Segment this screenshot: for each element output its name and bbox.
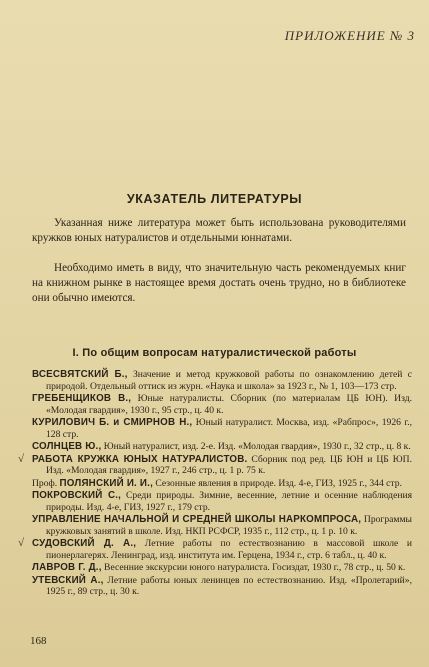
entry-author: ПОКРОВСКИЙ С.,: [32, 489, 122, 501]
entry-text: Среди природы. Зимние, весенние, летние и осенние наблюдения природы. Изд. 4-е, ГИЗ, 1927 г., 179 стр.: [46, 489, 413, 513]
bibliography-entry: [32, 562, 412, 574]
entry-author: КУРИЛОВИЧ Б. и СМИРНОВ Н.,: [32, 417, 193, 429]
pencil-check-mark-icon: √: [18, 537, 25, 550]
page-number: 168: [30, 635, 47, 647]
entry-text: Летние работы по естествознанию в массовой школе и пионерлагерях. Ленинград, изд. института им. Герцена, 1934 г., стр. 6 табл., ц. 40 к.: [46, 538, 412, 561]
bibliography-entry: [32, 417, 412, 441]
entry-author: СУДОВСКИЙ Д. А.,: [32, 538, 137, 550]
entry-text: Значение и метод кружковой работы по ознакомлению детей с природой. Отдельный оттиск из журн. «Наука и школа» за 1923 г., № 1, 103—173 стр.: [46, 369, 412, 392]
bibliography-entry: [32, 575, 412, 599]
entry-prefix: Проф.: [32, 477, 60, 489]
bibliography-entry: [32, 393, 412, 417]
bibliography-entry: [18, 452, 412, 478]
bibliography-entry: [32, 490, 412, 514]
entry-author: ПОЛЯНСКИЙ И. И.,: [59, 477, 153, 489]
bibliography-entry: [18, 537, 412, 562]
bibliography-entry: [32, 514, 412, 538]
entry-author: УТЕВСКИЙ А.,: [32, 574, 104, 586]
entry-text: Юный натуралист, изд. 2-е. Изд. «Молодая гвардия», 1930 г., 32 стр., ц. 8 к.: [101, 441, 411, 453]
entry-author: УПРАВЛЕНИЕ НАЧАЛЬНОЙ И СРЕДНЕЙ ШКОЛЫ НАРКОМПРОСА,: [32, 514, 362, 526]
entry-text: Юный натуралист. Москва, изд. «Рабпрос», 1926 г., 128 стр.: [46, 417, 412, 440]
section-title: УКАЗАТЕЛЬ ЛИТЕРАТУРЫ: [126, 192, 303, 206]
pencil-check-mark-icon: √: [18, 452, 25, 465]
entry-text: Сборник под ред. ЦБ ЮН и ЦБ ЮП. Изд. «Молодая гвардия», 1927 г., 246 стр., ц. 1 р. 75 к.: [46, 453, 412, 477]
subsection-title: I. По общим вопросам натуралистической работы: [72, 347, 357, 359]
intro-paragraph-2: Необходимо иметь в виду, что значительную часть рекомендуемых книг на книжном рынке в настоящее время достать очень трудно, но в библиотеке они обычно имеются.: [32, 262, 406, 304]
entry-text: Весенние экскурсии юного натуралиста. Госиздат, 1930 г., 78 стр., ц. 50 к.: [101, 562, 406, 574]
entry-author: ЛАВРОВ Г. Д.,: [32, 562, 102, 574]
entry-author: РАБОТА КРУЖКА ЮНЫХ НАТУРАЛИСТОВ.: [32, 453, 248, 465]
entry-author: СОЛНЦЕВ Ю.,: [32, 441, 102, 453]
running-head: ПРИЛОЖЕНИЕ № 3: [284, 28, 415, 43]
entry-text: Программы кружковых занятий в школе. Изд. НКП РСФСР, 1935 г., 112 стр., ц. 1 р. 10 к.: [46, 514, 412, 537]
bibliography-entry: [32, 441, 412, 453]
entry-author: ГРЕБЕНЩИКОВ В.,: [32, 393, 132, 405]
entry-author: ВСЕСВЯТСКИЙ Б.,: [32, 369, 128, 380]
bibliography-entry: [32, 478, 412, 490]
bibliography-entry: [32, 369, 412, 393]
entry-text: Сезонные явления в природе. Изд. 4-е, ГИЗ, 1925 г., 344 стр.: [153, 477, 402, 489]
bibliography-list: [18, 369, 413, 599]
intro-paragraph-1: Указанная ниже литература может быть использована руководителями кружков юных натуралистов и отдельными юннатами.: [32, 217, 406, 244]
entry-text: Летние работы юных ленинцев по естествознанию. Изд. «Пролетарий», 1925 г., 89 стр., ц. 30 к.: [46, 574, 413, 598]
entry-text: Юные натуралисты. Сборник (по материалам ЦБ ЮН). Изд. «Молодая гвардия», 1930 г., 95 стр., ц. 40 к.: [46, 393, 413, 416]
